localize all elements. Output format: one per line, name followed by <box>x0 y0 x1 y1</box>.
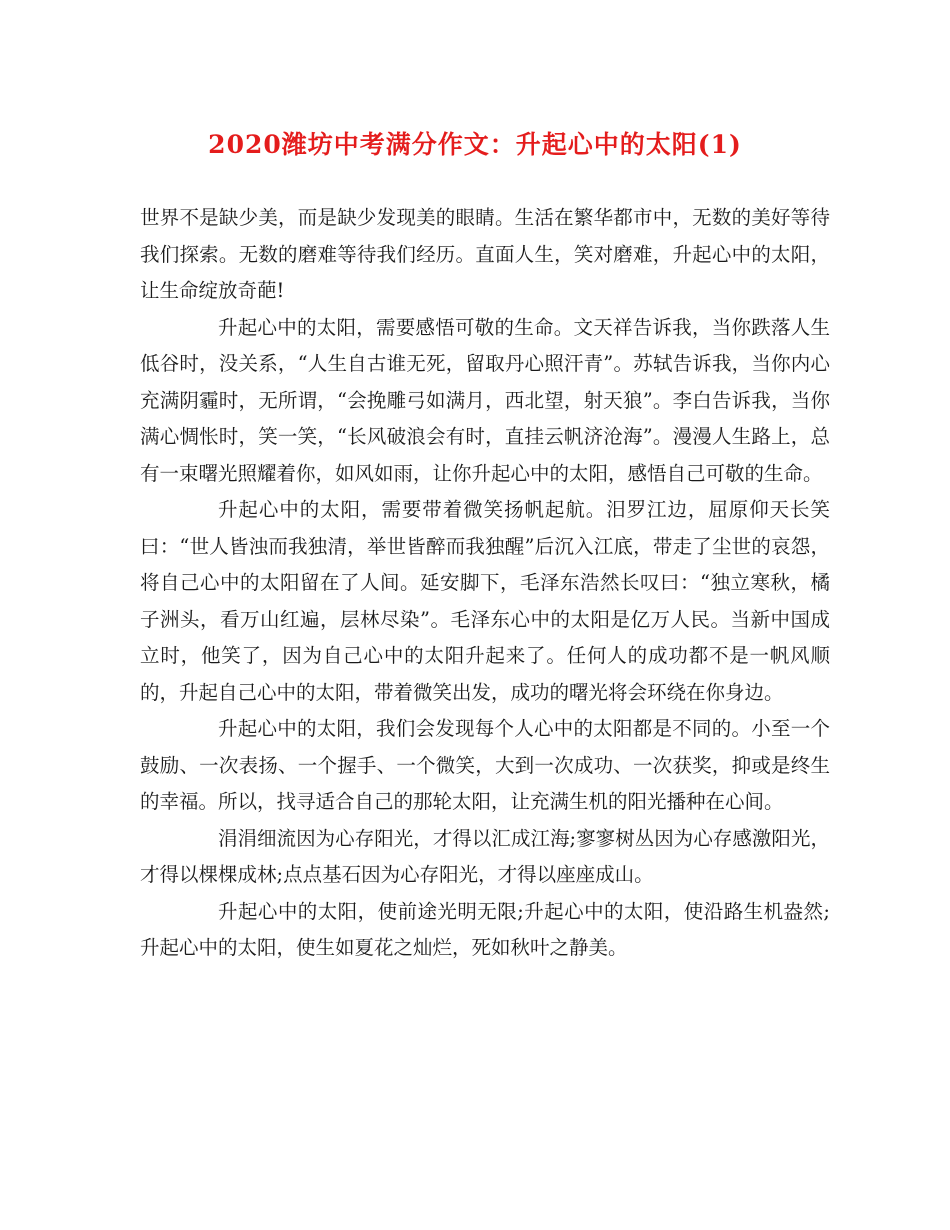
paragraph-respect-life: 升起心中的太阳，需要感悟可敬的生命。文天祥告诉我，当你跌落人生低谷时，没关系，“人生自古谁无死，留取丹心照汗青”。苏轼告诉我，当你内心充满阴霾时，无所谓，“会挽雕弓如满月，西北望，射天狼”。李白告诉我，当你满心惆怅时，笑一笑，“长风破浪会有时，直挂云帆济沧海”。漫漫人生路上，总有一束曙光照耀着你，如风如雨，让你升起心中的太阳，感悟自己可敬的生命。 <box>140 315 830 485</box>
paragraph-smile-sail: 升起心中的太阳，需要带着微笑扬帆起航。汨罗江边，屈原仰天长笑曰：“世人皆浊而我独清，举世皆醉而我独醒”后沉入江底，带走了尘世的哀怨，将自己心中的太阳留在了人间。延安脚下，毛泽东浩然长叹曰：“独立寒秋，橘子洲头，看万山红遍，层林尽染”。毛泽东心中的太阳是亿万人民。当新中国成立时，他笑了，因为自己心中的太阳升起来了。任何人的成功都不是一帆风顺的，升起自己心中的太阳，带着微笑出发，成功的曙光将会环绕在你身边。 <box>140 498 830 704</box>
document-title: 2020潍坊中考满分作文：升起心中的太阳(1) <box>208 130 742 159</box>
paragraph-conclusion: 升起心中的太阳，使前途光明无限;升起心中的太阳，使沿路生机盎然;升起心中的太阳，使生如夏花之灿烂，死如秋叶之静美。 <box>140 899 830 959</box>
document-body <box>140 200 830 967</box>
paragraph-intro: 世界不是缺少美，而是缺少发现美的眼睛。生活在繁华都市中，无数的美好等待我们探索。无数的磨难等待我们经历。直面人生，笑对磨难，升起心中的太阳，让生命绽放奇葩! <box>140 206 830 302</box>
paragraph-different-suns: 升起心中的太阳，我们会发现每个人心中的太阳都是不同的。小至一个鼓励、一次表扬、一个握手、一个微笑，大到一次成功、一次获奖，抑或是终生的幸福。所以，找寻适合自己的那轮太阳，让充满生机的阳光播种在心间。 <box>140 717 830 813</box>
paragraph-sunlight-metaphor: 涓涓细流因为心存阳光，才得以汇成江海;寥寥树丛因为心存感激阳光，才得以棵棵成林;点点基石因为心存阳光，才得以座座成山。 <box>140 826 830 886</box>
